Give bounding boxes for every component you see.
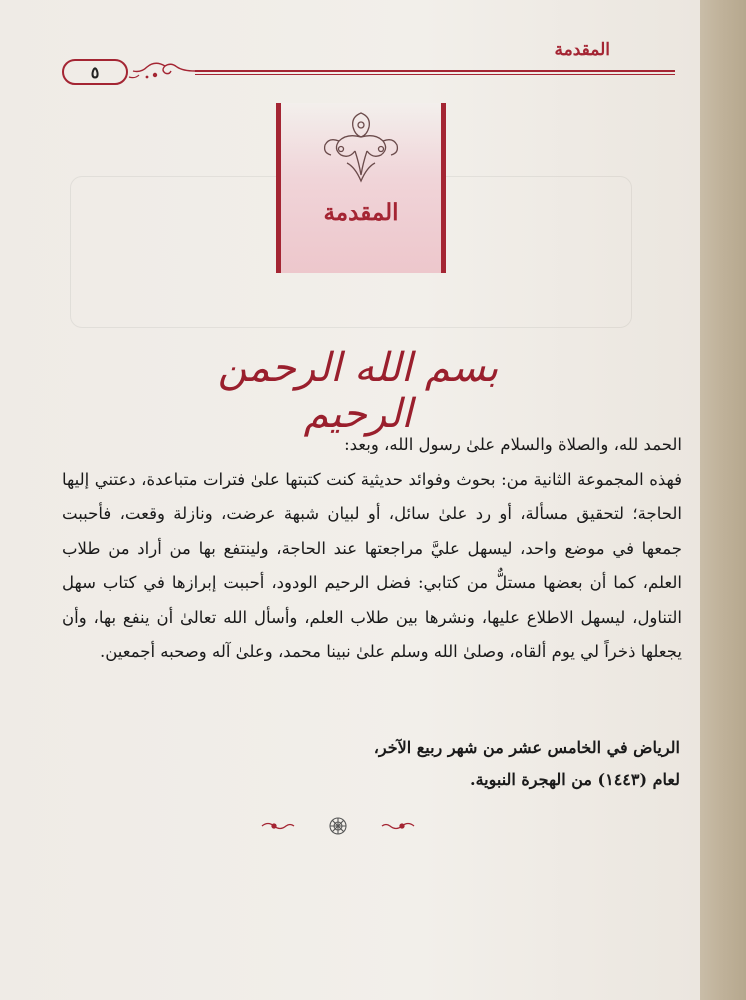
chapter-title: المقدمة [323, 199, 399, 226]
page-number [62, 59, 128, 85]
opening-line: الحمد لله، والصلاة والسلام علىٰ رسول الله، وبعد: [344, 435, 682, 454]
basmala-calligraphy: بسم الله الرحمن الرحيم [217, 345, 499, 437]
end-ornament-icon [258, 815, 418, 837]
arabesque-ornament-icon [311, 107, 411, 187]
page-edge [700, 0, 746, 1000]
main-paragraph: فهذه المجموعة الثانية من: بحوث وفوائد حديثية كنت كتبتها علىٰ فترات متباعدة، دعتني إليها الحاجة؛ لتحقيق مسألة، أو رد علىٰ سائل، أو لبيان شبهة عرضت، ونازلة وقعت، فأحببت جمعها في موضع واحد، ليسهل عليَّ مراجعتها عند الحاجة، ولينتفع بها من أراد من طلاب العلم، كما أن بعضها مستلٌّ من كتابي: فضل الرحيم الودود، أحببت إبرازها في كتاب سهل التناول، ليسهل الاطلاع عليها، ونشرها بين طلاب العلم، وأسأل الله تعالىٰ أن ينفع بها، وأن يجعلها ذخراً لي يوم ألقاه، وصلىٰ الله وسلم علىٰ نبينا محمد، وعلىٰ آله وصحبه أجمعين. [62, 469, 682, 661]
body-text [62, 428, 682, 670]
header-flourish-icon [125, 57, 197, 85]
signature-place-date: الرياض في الخامس عشر من شهر ربيع الآخر، [373, 738, 680, 757]
header-rule [195, 70, 675, 75]
running-title: المقدمة [554, 40, 610, 60]
page-number-text: ٥ [90, 62, 100, 82]
signature-year: لعام (١٤٤٣) من الهجرة النبوية. [470, 770, 680, 789]
signature-block [140, 732, 680, 796]
chapter-ribbon [276, 103, 446, 273]
